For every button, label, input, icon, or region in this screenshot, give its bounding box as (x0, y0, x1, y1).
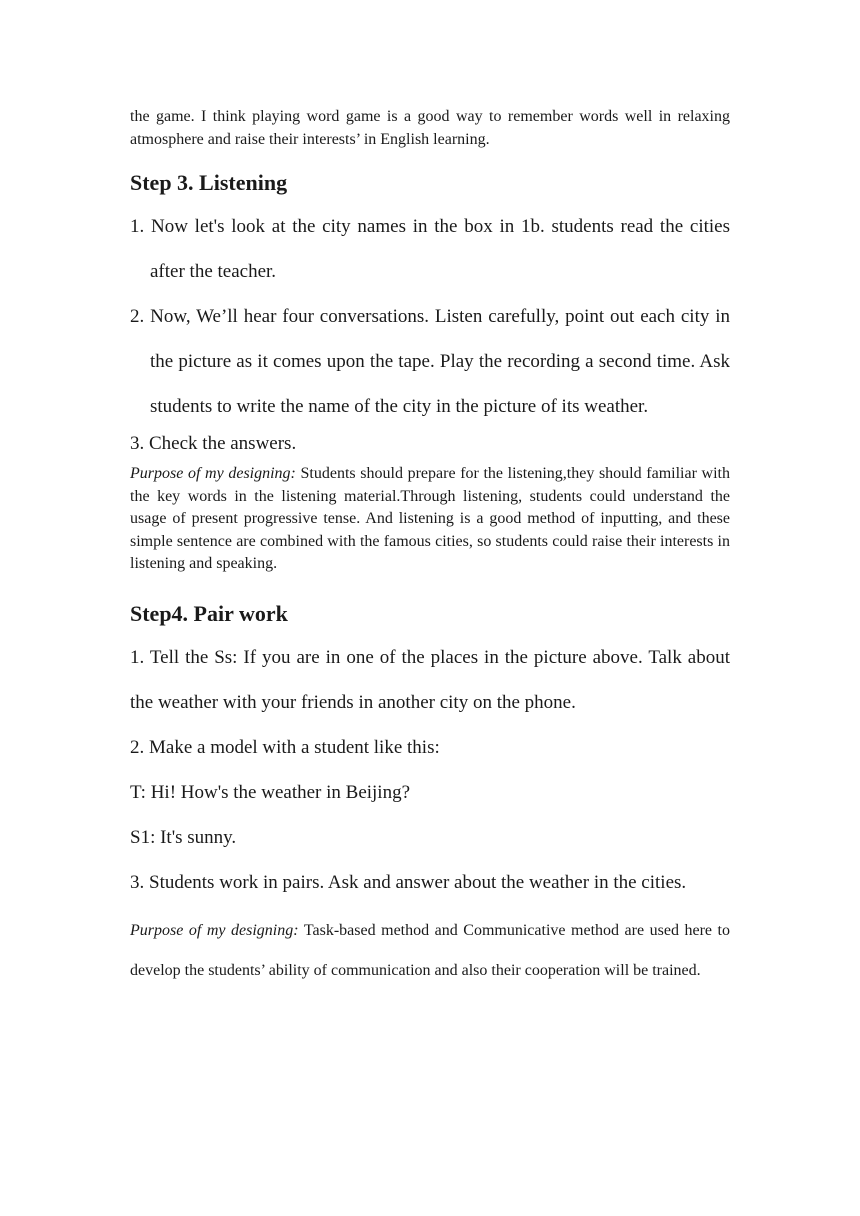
step4-item-4: S1: It's sunny. (130, 826, 237, 848)
step3-item-2: 2. Now, We’ll hear four conversations. Listen carefully, point out each city in the picture as it comes upon the tape. Play the recording a second time. Ask students to write the name of the city in the picture of its weather. (130, 306, 730, 417)
step3-purpose-label: Purpose of my designing: (130, 465, 296, 482)
intro-paragraph: the game. I think playing word game is a good way to remember words well in relaxing atmosphere and raise their interests’ in English learning. (130, 108, 730, 148)
step4-item-1: 1. Tell the Ss: If you are in one of the places in the picture above. Talk about the weather with your friends in another city on the phone. (130, 646, 730, 713)
step3-purpose-text: Students should prepare for the listening,they should familiar with the key words in the listening material.Through listening, students could understand the usage of present progressive tense. And listening is a good method of inputting, and these simple sentence are combined with the famous cities, so students could raise their interests in listening and speaking. (130, 465, 730, 572)
step3-item-1: 1. Now let's look at the city names in the box in 1b. students read the cities after the teacher. (130, 216, 730, 282)
step3-heading: Step 3. Listening (130, 170, 288, 195)
step3-purpose-paragraph (130, 463, 730, 576)
step4-item-3: T: Hi! How's the weather in Beijing? (130, 781, 411, 803)
step4-purpose-paragraph (130, 911, 730, 992)
step4-purpose-text: Task-based method and Communicative method are used here to develop the students’ ability of communication and also their cooperation will be trained. (130, 921, 730, 979)
step3-item-3: 3. Check the answers. (130, 433, 297, 454)
step4-item-2: 2. Make a model with a student like this: (130, 736, 440, 758)
step4-purpose-label: Purpose of my designing: (130, 921, 299, 939)
document-page (130, 105, 730, 992)
step4-heading: Step4. Pair work (130, 600, 288, 626)
step4-item-5: 3. Students work in pairs. Ask and answer about the weather in the cities. (130, 871, 687, 893)
